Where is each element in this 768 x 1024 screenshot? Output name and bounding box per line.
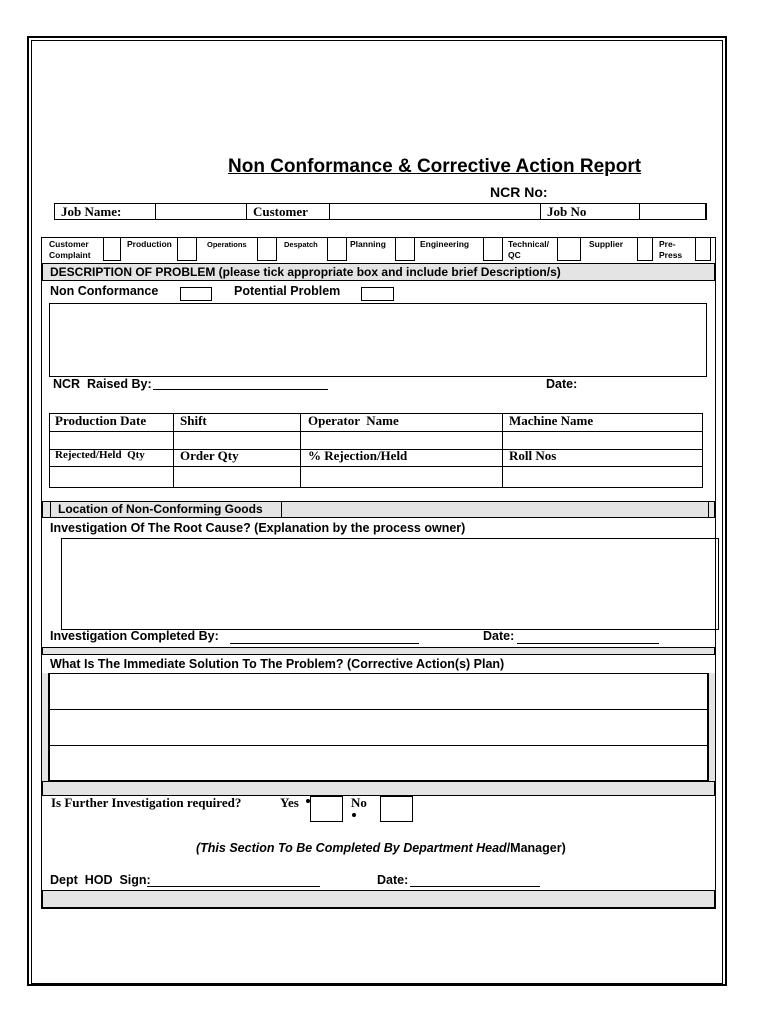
investigation-date-label: Date: bbox=[483, 629, 515, 643]
category-customer-complaint: Customer Complaint bbox=[49, 239, 91, 260]
further-investigation-label: Is Further Investigation required? bbox=[51, 795, 242, 810]
description-textarea[interactable] bbox=[49, 303, 707, 377]
production-table bbox=[49, 413, 703, 488]
yes-checkbox[interactable] bbox=[310, 796, 343, 822]
category-operations: Operations bbox=[207, 240, 247, 249]
category-planning: Planning bbox=[350, 239, 386, 249]
category-technical-qc: Technical/ QC bbox=[508, 239, 549, 260]
category-row bbox=[43, 238, 714, 263]
machine-name-header: Machine Name bbox=[509, 413, 594, 428]
location-bar bbox=[42, 501, 715, 518]
job-no-field[interactable] bbox=[639, 203, 707, 220]
operator-name-header: Operator Name bbox=[308, 413, 399, 428]
category-pre-press-box[interactable] bbox=[695, 238, 711, 261]
non-conformance-checkbox[interactable] bbox=[180, 287, 212, 301]
category-production: Production bbox=[127, 239, 172, 249]
shift-header: Shift bbox=[180, 413, 207, 428]
hod-date-line[interactable] bbox=[410, 886, 540, 887]
investigation-textarea[interactable] bbox=[61, 538, 719, 630]
potential-problem-label: Potential Problem bbox=[234, 284, 341, 298]
section-note-rest: /Manager) bbox=[506, 841, 566, 855]
customer-label: Customer bbox=[253, 204, 308, 219]
separator-bar-2 bbox=[42, 781, 715, 796]
roll-nos-header: Roll Nos bbox=[509, 448, 557, 463]
rejection-held-header: % Rejection/Held bbox=[308, 448, 408, 463]
ncr-no-label: NCR No: bbox=[490, 184, 548, 200]
corrective-action-line-3[interactable] bbox=[49, 745, 708, 781]
separator-bar bbox=[42, 647, 715, 655]
category-production-box[interactable] bbox=[177, 238, 197, 261]
page-title: Non Conformance & Corrective Action Report bbox=[228, 156, 642, 177]
customer-field[interactable] bbox=[329, 203, 541, 220]
dept-hod-sign-label: Dept HOD Sign: bbox=[50, 873, 151, 887]
production-date-header: Production Date bbox=[55, 413, 147, 428]
ncr-raised-by-label: NCR Raised By: bbox=[53, 377, 152, 391]
category-despatch: Despatch bbox=[284, 240, 318, 249]
category-supplier: Supplier bbox=[589, 239, 624, 249]
potential-problem-checkbox[interactable] bbox=[361, 287, 394, 301]
category-operations-box[interactable] bbox=[257, 238, 277, 261]
dept-hod-sign-line[interactable] bbox=[147, 886, 320, 887]
header-fields-row bbox=[54, 203, 706, 220]
location-label: Location of Non-Conforming Goods bbox=[58, 502, 263, 516]
ncr-date-label: Date: bbox=[546, 377, 578, 391]
category-supplier-box[interactable] bbox=[637, 238, 653, 261]
category-pre-press: Pre- Press bbox=[659, 239, 683, 260]
no-bullet bbox=[352, 813, 356, 817]
category-customer-complaint-box[interactable] bbox=[103, 238, 121, 261]
yes-label: Yes bbox=[280, 795, 299, 810]
non-conformance-label: Non Conformance bbox=[50, 284, 159, 298]
no-label: No bbox=[351, 795, 367, 810]
description-heading-bar bbox=[42, 263, 715, 281]
investigation-date-line[interactable] bbox=[517, 643, 659, 644]
description-heading: DESCRIPTION OF PROBLEM (please tick appropriate box and include brief Description/s) bbox=[50, 265, 561, 279]
corrective-action-line-2[interactable] bbox=[49, 709, 708, 746]
corrective-action-plan bbox=[42, 673, 715, 781]
no-checkbox[interactable] bbox=[380, 796, 413, 822]
category-engineering-box[interactable] bbox=[483, 238, 503, 261]
section-note-italic: (This Section To Be Completed By Department Head bbox=[196, 841, 507, 855]
category-despatch-box[interactable] bbox=[327, 238, 347, 261]
investigation-heading: Investigation Of The Root Cause? (Explanation by the process owner) bbox=[50, 521, 466, 535]
corrective-action-line-1[interactable] bbox=[49, 673, 708, 710]
ncr-raised-by-line[interactable] bbox=[153, 389, 328, 390]
hod-date-label: Date: bbox=[377, 873, 409, 887]
investigation-completed-line[interactable] bbox=[230, 643, 419, 644]
footer-bar bbox=[42, 890, 715, 908]
category-engineering: Engineering bbox=[420, 239, 470, 249]
category-planning-box[interactable] bbox=[395, 238, 415, 261]
job-name-field[interactable] bbox=[155, 203, 247, 220]
section-note bbox=[196, 841, 566, 855]
category-technical-qc-box[interactable] bbox=[557, 238, 581, 261]
investigation-completed-label: Investigation Completed By: bbox=[50, 629, 219, 643]
order-qty-header: Order Qty bbox=[180, 448, 239, 463]
job-no-label: Job No bbox=[547, 204, 587, 219]
immediate-solution-heading: What Is The Immediate Solution To The Problem? (Corrective Action(s) Plan) bbox=[50, 657, 505, 671]
rejected-held-qty-header: Rejected/Held Qty bbox=[55, 449, 145, 461]
job-name-label: Job Name: bbox=[61, 204, 122, 219]
